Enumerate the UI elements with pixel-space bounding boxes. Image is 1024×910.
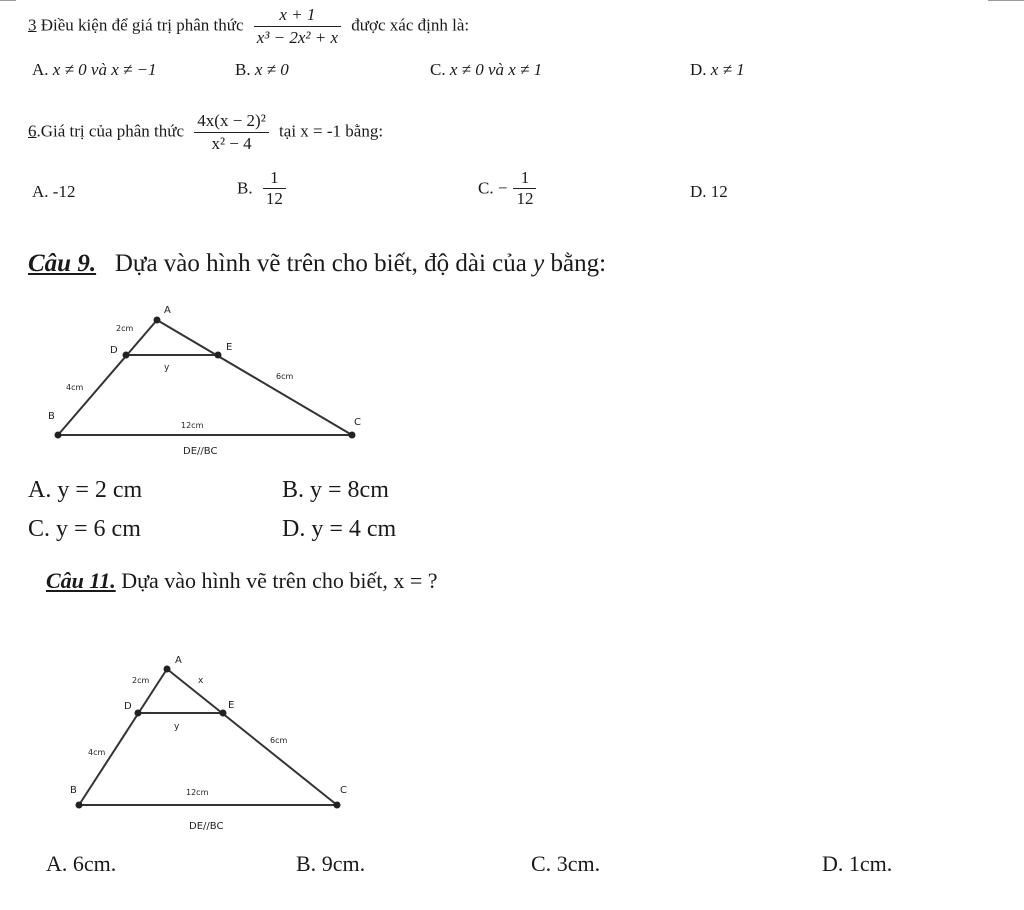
figure-caption: DE//BC — [189, 821, 224, 832]
question-3-text-after: được xác định là: — [351, 15, 470, 35]
q6-option-c[interactable]: C. − $\frac{1}{12}$ — [478, 168, 542, 209]
label-bc-length: 12cm — [181, 421, 204, 430]
label-ec-length: 6cm — [270, 736, 288, 745]
option-fraction: $\frac{1}{12}$ — [513, 168, 536, 209]
question-9-label: Câu 9. — [28, 250, 97, 277]
question-3-fraction — [254, 4, 341, 49]
label-ad-length: 2cm — [116, 324, 134, 333]
question-3-number: 3 — [28, 15, 37, 35]
point-c — [334, 802, 341, 809]
q6-option-b[interactable]: B. $\frac{1}{12}$ — [237, 168, 292, 209]
question-9 — [28, 250, 606, 278]
point-e — [215, 352, 222, 359]
point-a — [154, 317, 161, 324]
question-9-variable: y — [533, 250, 545, 277]
q11-option-b[interactable]: B. 9cm. — [296, 851, 366, 876]
q3-option-d[interactable]: D. x ≠ 1 — [690, 60, 745, 79]
fraction-numerator: 4x(x − 2)² — [194, 110, 269, 133]
label-db-length: 4cm — [66, 383, 84, 392]
point-b — [76, 802, 83, 809]
question-9-text: Dựa vào hình vẽ trên cho biết, độ dài của — [114, 250, 527, 277]
page-edge-right — [988, 0, 1024, 1]
label-de-length: y — [164, 363, 170, 373]
side-ab — [79, 669, 167, 805]
side-ab — [58, 320, 157, 435]
q3-option-c[interactable]: C. x ≠ 0 và x ≠ 1 — [430, 60, 543, 79]
q9-option-c[interactable]: C. y = 6 cm — [28, 516, 141, 542]
label-bc-length: 12cm — [186, 788, 209, 797]
point-a — [164, 666, 171, 673]
question-11-text: Dựa vào hình vẽ trên cho biết, x = ? — [121, 568, 438, 593]
label-b: B — [48, 411, 55, 422]
question-6 — [28, 110, 383, 155]
question-11 — [46, 568, 438, 594]
label-ec-length: 6cm — [276, 372, 294, 381]
label-e: E — [226, 342, 233, 353]
label-e: E — [228, 700, 235, 711]
q11-option-c[interactable]: C. 3cm. — [531, 851, 601, 876]
fraction-numerator: x + 1 — [254, 4, 341, 27]
label-de-length: y — [174, 722, 180, 732]
q11-triangle-figure — [60, 645, 370, 840]
question-3-text: Điều kiện để giá trị phân thức — [40, 15, 244, 35]
q11-option-a[interactable]: A. 6cm. — [46, 851, 117, 876]
question-9-text-end: bằng: — [550, 250, 607, 277]
side-ac — [167, 669, 337, 805]
point-d — [123, 352, 130, 359]
label-ad-length: 2cm — [132, 676, 150, 685]
point-d — [135, 710, 142, 717]
q9-option-b[interactable]: B. y = 8cm — [282, 477, 389, 503]
q3-option-b[interactable]: B. x ≠ 0 — [235, 60, 289, 79]
q9-option-d[interactable]: D. y = 4 cm — [282, 516, 397, 542]
question-6-fraction — [194, 110, 269, 155]
q9-option-a[interactable]: A. y = 2 cm — [28, 477, 143, 503]
q3-option-a[interactable]: A. x ≠ 0 và x ≠ −1 — [32, 60, 157, 79]
side-ac — [157, 320, 352, 435]
label-db-length: 4cm — [88, 748, 106, 757]
fraction-denominator: x³ − 2x² + x — [256, 28, 339, 47]
question-6-number: 6 — [28, 121, 37, 141]
q9-triangle-figure — [40, 298, 380, 463]
label-d: D — [110, 345, 118, 356]
fraction-denominator: x² − 4 — [211, 134, 252, 153]
option-fraction: $\frac{1}{12}$ — [263, 168, 286, 209]
label-ae-length: x — [198, 676, 204, 686]
question-3 — [28, 4, 469, 49]
question-11-label: Câu 11. — [46, 568, 116, 593]
page-edge-left — [0, 0, 16, 1]
label-c: C — [340, 785, 347, 796]
q6-option-d[interactable]: D. 12 — [690, 182, 728, 201]
label-a: A — [175, 655, 182, 666]
question-6-text-after: tại x = -1 bằng: — [279, 121, 384, 141]
label-b: B — [70, 785, 77, 796]
label-c: C — [354, 417, 361, 428]
point-b — [55, 432, 62, 439]
label-d: D — [124, 701, 132, 712]
point-e — [220, 710, 227, 717]
figure-caption: DE//BC — [183, 446, 218, 457]
label-a: A — [164, 305, 171, 316]
point-c — [349, 432, 356, 439]
question-6-text: .Giá trị của phân thức — [36, 121, 185, 141]
q11-option-d[interactable]: D. 1cm. — [822, 851, 893, 876]
q6-option-a[interactable]: A. -12 — [32, 182, 76, 201]
